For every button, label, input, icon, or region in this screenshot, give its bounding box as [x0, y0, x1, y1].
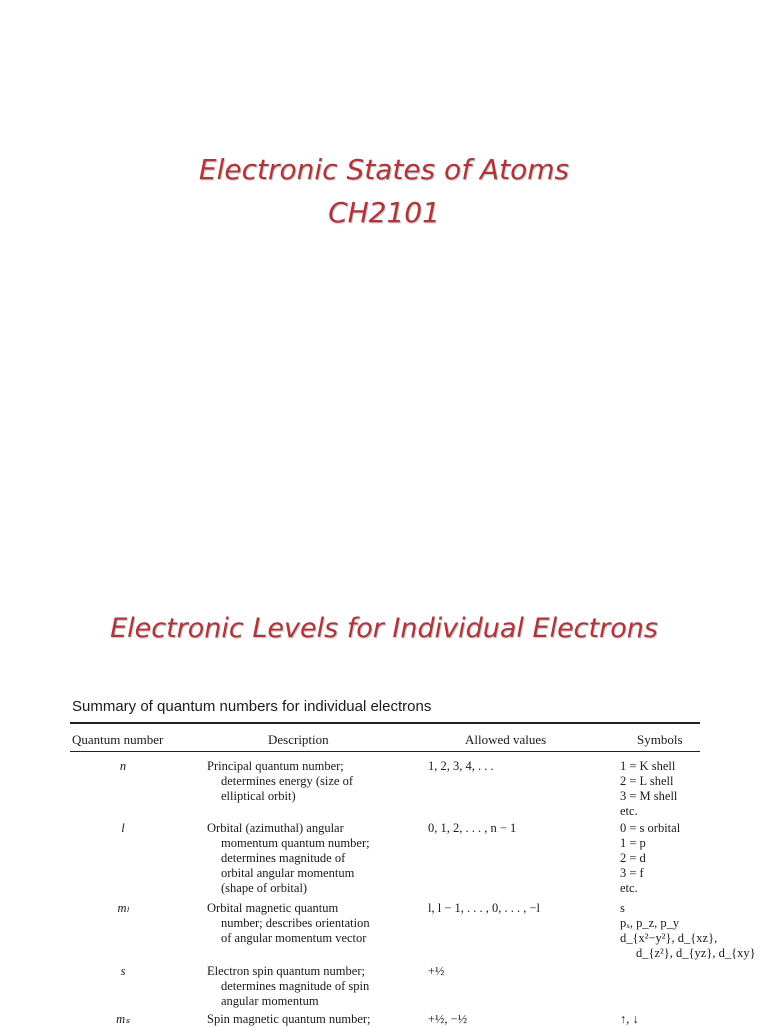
- header-allowed-values: Allowed values: [465, 732, 547, 747]
- header-quantum-number: Quantum number: [72, 732, 164, 747]
- row-n-allowed: 1, 2, 3, 4, . . .: [428, 759, 494, 773]
- row-n-qn: n: [119, 759, 127, 773]
- row-n-description: Principal quantum number; determines energy (size of elliptical orbit): [207, 759, 354, 803]
- slide-title: Electronic States of Atoms: [198, 153, 570, 186]
- row-s-allowed: +½: [428, 964, 445, 978]
- row-l-description: Orbital (azimuthal) angular momentum quantum number; determines magnitude of orbital angular momentum (shape of orbital): [207, 821, 370, 895]
- row-ms-allowed: +½, −½: [428, 1012, 468, 1026]
- row-s-description: Electron spin quantum number; determines magnitude of spin angular momentum: [207, 964, 370, 1008]
- table-caption: Summary of quantum numbers for individual electrons: [72, 698, 432, 715]
- table-top-rule: [70, 722, 700, 724]
- row-l-allowed: 0, 1, 2, . . . , n − 1: [428, 821, 517, 835]
- table-header-rule: [70, 751, 700, 752]
- header-description: Description: [268, 732, 329, 747]
- row-l-symbols: 0 = s orbital 1 = p 2 = d 3 = f etc.: [620, 821, 681, 895]
- row-ms-symbols: ↑, ↓: [620, 1012, 639, 1026]
- section-title: Electronic Levels for Individual Electrons: [110, 613, 658, 644]
- header-symbols: Symbols: [637, 732, 683, 747]
- row-ml-description: Orbital magnetic quantum number; describes orientation of angular momentum vector: [207, 901, 370, 945]
- row-s-qn: s: [120, 964, 126, 978]
- row-n-symbols: 1 = K shell 2 = L shell 3 = M shell etc.: [620, 759, 678, 818]
- row-ms-qn: mₛ: [116, 1012, 130, 1026]
- row-l-qn: l: [121, 821, 125, 835]
- row-ml-allowed: l, l − 1, . . . , 0, . . . , −l: [428, 901, 541, 915]
- row-ml-symbols: s pₓ, p_z, p_y d_{x²−y²}, d_{xz}, d_{z²}, d_{yz}, d_{xy}: [620, 901, 756, 960]
- course-code: CH2101: [328, 196, 440, 229]
- row-ms-description: Spin magnetic quantum number;: [207, 1012, 371, 1026]
- row-ml-qn: mₗ: [117, 901, 129, 915]
